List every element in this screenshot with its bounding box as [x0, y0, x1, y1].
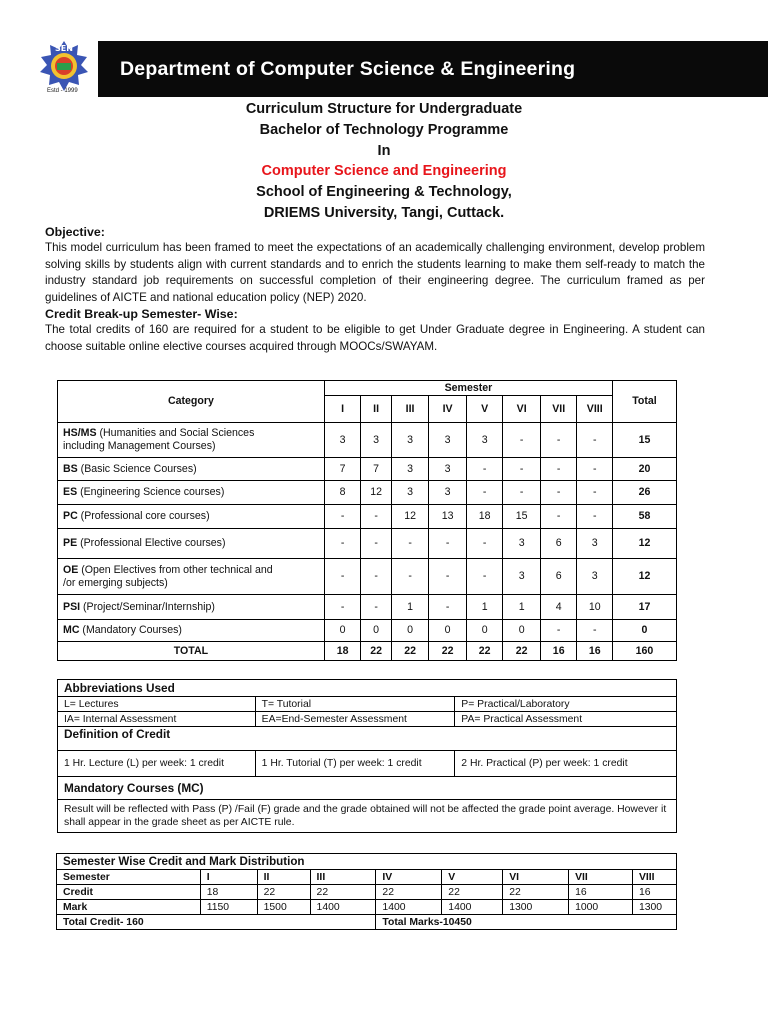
credit-value: - — [503, 458, 541, 481]
credit-value: 6 — [540, 529, 577, 559]
title-university: DRIEMS University, Tangi, Cuttack. — [263, 204, 505, 221]
category-row — [58, 620, 677, 642]
title-line-2: Bachelor of Technology Programme — [259, 121, 509, 138]
credit-mark-distribution-table — [56, 853, 677, 930]
credit-value: 7 — [324, 458, 361, 481]
abbreviations-table — [57, 679, 677, 833]
credit-def-tutorial: 1 Hr. Tutorial (T) per week: 1 credit — [255, 751, 455, 777]
credit-value: - — [429, 559, 467, 595]
credit-value: 3 — [429, 458, 467, 481]
credit-value: 3 — [391, 458, 429, 481]
credit-value: 0 — [361, 620, 391, 642]
semester-col-header: IV — [429, 396, 467, 423]
total-semester-value: 16 — [577, 642, 613, 661]
credit-value: - — [540, 505, 577, 529]
department-banner — [98, 41, 768, 97]
credit-value: 3 — [429, 423, 467, 458]
semester-cell: VIII — [632, 870, 676, 885]
title-school: School of Engineering & Technology, — [256, 184, 512, 201]
credit-value: 0 — [324, 620, 361, 642]
semester-cell: IV — [376, 870, 442, 885]
credit-value: 3 — [577, 529, 613, 559]
category-code: ES — [63, 486, 78, 498]
credit-cell: 22 — [310, 885, 376, 900]
logo-text: SEN — [55, 44, 73, 53]
credit-value: 10 — [577, 595, 613, 620]
mark-row-label: Mark — [57, 900, 201, 915]
semester-col-header: V — [466, 396, 503, 423]
category-description: (Engineering Science courses) — [77, 486, 225, 498]
credit-value: 3 — [503, 529, 541, 559]
credit-def-practical: 2 Hr. Practical (P) per week: 1 credit — [455, 751, 677, 777]
semester-cell: VII — [569, 870, 633, 885]
mark-cell: 1400 — [310, 900, 376, 915]
curriculum-title — [0, 99, 768, 224]
semester-col-header: VI — [503, 396, 541, 423]
grand-total: 160 — [612, 642, 676, 661]
mark-row — [57, 900, 677, 915]
semester-header: Semester — [324, 381, 612, 396]
category-code: BS — [63, 462, 78, 475]
total-semester-value: 22 — [503, 642, 541, 661]
credit-value: 1 — [466, 595, 503, 620]
credit-value: - — [466, 458, 503, 481]
credit-value: 3 — [361, 423, 391, 458]
credit-value: - — [540, 620, 577, 642]
abbr-practical: P= Practical/Laboratory — [455, 697, 677, 712]
credit-value: 3 — [429, 481, 467, 505]
credit-value: - — [466, 529, 503, 559]
category-header: Category — [58, 381, 325, 423]
category-total: 17 — [612, 595, 676, 620]
semester-col-header: VIII — [577, 396, 613, 423]
credit-value: 1 — [391, 595, 429, 620]
category-code: MC — [63, 624, 80, 636]
credit-cell: 22 — [442, 885, 503, 900]
semester-cell: I — [200, 870, 257, 885]
credit-value: 3 — [391, 423, 429, 458]
credit-value: 4 — [540, 595, 577, 620]
credit-value: 0 — [429, 620, 467, 642]
abbr-practical-assessment: PA= Practical Assessment — [455, 712, 677, 727]
semester-col-header: II — [361, 396, 391, 423]
credit-value: - — [503, 481, 541, 505]
credit-cell: 22 — [503, 885, 569, 900]
objective-heading: Objective: — [45, 225, 105, 239]
credit-value: - — [324, 595, 361, 620]
abbr-internal-assessment: IA= Internal Assessment — [58, 712, 256, 727]
semester-cell: III — [310, 870, 376, 885]
total-semester-value: 22 — [361, 642, 391, 661]
category-row — [58, 423, 677, 458]
category-description-cont: /or emerging subjects) — [63, 576, 168, 589]
credit-value: 3 — [324, 423, 361, 458]
category-total: 12 — [612, 529, 676, 559]
credit-value: 0 — [503, 620, 541, 642]
category-row — [58, 458, 677, 481]
category-description: (Humanities and Social Sciences — [96, 427, 255, 439]
category-cell — [58, 458, 325, 481]
university-logo — [33, 38, 95, 94]
title-program: Computer Science and Engineering — [261, 163, 507, 180]
category-cell — [58, 559, 325, 595]
credit-row-label: Credit — [57, 885, 201, 900]
credit-value: 3 — [503, 559, 541, 595]
category-row — [58, 529, 677, 559]
category-credit-table — [57, 380, 677, 661]
abbreviations-heading: Abbreviations Used — [58, 680, 677, 697]
credit-breakup-heading: Credit Break-up Semester- Wise: — [45, 307, 238, 322]
category-description-cont: including Management Courses) — [63, 440, 216, 452]
credit-value: 18 — [466, 505, 503, 529]
department-title: Department of Computer Science & Engineering — [120, 57, 576, 80]
credit-value: - — [361, 505, 391, 529]
category-code: OE — [63, 563, 79, 576]
category-row — [58, 481, 677, 505]
mandatory-courses-heading: Mandatory Courses (MC) — [58, 777, 677, 800]
distribution-heading: Semester Wise Credit and Mark Distribution — [57, 854, 677, 870]
category-code: PE — [63, 537, 78, 549]
credit-value: 0 — [466, 620, 503, 642]
mark-cell: 1300 — [503, 900, 569, 915]
total-semester-value: 22 — [391, 642, 429, 661]
credit-value: - — [324, 529, 361, 559]
total-semester-value: 22 — [429, 642, 467, 661]
credit-value: - — [577, 481, 613, 505]
credit-def-lecture: 1 Hr. Lecture (L) per week: 1 credit — [58, 751, 256, 777]
credit-value: - — [429, 595, 467, 620]
credit-value: - — [577, 505, 613, 529]
category-description: (Mandatory Courses) — [79, 624, 182, 636]
category-row — [58, 559, 677, 595]
credit-value: 13 — [429, 505, 467, 529]
abbr-tutorial: T= Tutorial — [255, 697, 455, 712]
category-description: (Basic Science Courses) — [77, 462, 197, 475]
mark-cell: 1500 — [257, 900, 310, 915]
category-code: PC — [63, 510, 78, 522]
credit-value: 1 — [503, 595, 541, 620]
category-total: 20 — [612, 458, 676, 481]
credit-value: 3 — [391, 481, 429, 505]
category-cell — [58, 529, 325, 559]
semester-row — [57, 870, 677, 885]
mark-cell: 1300 — [632, 900, 676, 915]
credit-value: - — [503, 423, 541, 458]
category-description: (Open Electives from other technical and — [78, 563, 273, 576]
mark-cell: 1400 — [376, 900, 442, 915]
semester-row-label: Semester — [57, 870, 201, 885]
credit-value: - — [391, 529, 429, 559]
credit-value: - — [577, 423, 613, 458]
semester-col-header: III — [391, 396, 429, 423]
credit-value: - — [540, 481, 577, 505]
credit-value: - — [391, 559, 429, 595]
total-marks: Total Marks-10450 — [376, 915, 677, 930]
category-total: 58 — [612, 505, 676, 529]
semester-col-header: VII — [540, 396, 577, 423]
credit-breakup-text: The total credits of 160 are required for a student to be eligible to get Under Graduate degree in Engineering. A student can choose suitable online elective courses acquired through MOOCs/SWAYAM. — [45, 323, 705, 353]
credit-value: 3 — [466, 423, 503, 458]
objective-text: This model curriculum has been framed to meet the expectations of an academically challenging environment, develop problem solving skills by students align with current standards and to enrich the students learning to make them self-ready to match the industry standard job requirements on successful completion of their engineering degree. The curriculum framed as per guidelines of AICTE and national education policy (NEP) 2020. — [45, 241, 705, 304]
credit-definition-heading: Definition of Credit — [58, 727, 677, 751]
credit-cell: 18 — [200, 885, 257, 900]
credit-value: - — [540, 423, 577, 458]
credit-value: - — [577, 620, 613, 642]
category-total: 12 — [612, 559, 676, 595]
credit-row — [57, 885, 677, 900]
credit-value: - — [540, 458, 577, 481]
category-description: (Professional core courses) — [77, 510, 210, 522]
total-semester-value: 22 — [466, 642, 503, 661]
logo-established: Estd - 1999 — [47, 88, 78, 94]
credit-cell: 22 — [257, 885, 310, 900]
credit-value: - — [361, 559, 391, 595]
category-row — [58, 505, 677, 529]
total-semester-value: 18 — [324, 642, 361, 661]
total-semester-value: 16 — [540, 642, 577, 661]
semester-col-header: I — [324, 396, 361, 423]
credit-value: 3 — [577, 559, 613, 595]
category-cell — [58, 481, 325, 505]
category-cell — [58, 423, 325, 458]
abbr-end-semester-assessment: EA=End-Semester Assessment — [255, 712, 455, 727]
category-cell — [58, 505, 325, 529]
credit-value: 12 — [391, 505, 429, 529]
credit-value: 12 — [361, 481, 391, 505]
total-credit: Total Credit- 160 — [57, 915, 376, 930]
credit-value: 0 — [391, 620, 429, 642]
credit-value: - — [324, 559, 361, 595]
credit-value: - — [361, 595, 391, 620]
mark-cell: 1150 — [200, 900, 257, 915]
credit-value: 6 — [540, 559, 577, 595]
credit-value: - — [324, 505, 361, 529]
credit-cell: 16 — [632, 885, 676, 900]
credit-cell: 22 — [376, 885, 442, 900]
category-description: (Professional Elective courses) — [77, 537, 226, 549]
category-code: HS/MS — [63, 427, 97, 439]
total-label: TOTAL — [58, 642, 325, 661]
objective-section — [45, 224, 705, 355]
category-total: 15 — [612, 423, 676, 458]
credit-value: - — [466, 481, 503, 505]
total-header: Total — [612, 381, 676, 423]
credit-cell: 16 — [569, 885, 633, 900]
credit-value: 15 — [503, 505, 541, 529]
credit-value: - — [429, 529, 467, 559]
mark-cell: 1000 — [569, 900, 633, 915]
category-total: 0 — [612, 620, 676, 642]
credit-value: 8 — [324, 481, 361, 505]
category-total: 26 — [612, 481, 676, 505]
mandatory-courses-text: Result will be reflected with Pass (P) /Fail (F) grade and the grade obtained will not be affected the grade point average. However it shall appear in the grade sheet as per AICTE rule. — [58, 800, 677, 833]
semester-cell: VI — [503, 870, 569, 885]
credit-value: - — [577, 458, 613, 481]
credit-value: - — [361, 529, 391, 559]
category-row — [58, 595, 677, 620]
category-cell — [58, 620, 325, 642]
credit-value: 7 — [361, 458, 391, 481]
semester-cell: II — [257, 870, 310, 885]
category-description: (Project/Seminar/Internship) — [80, 600, 215, 613]
mark-cell: 1400 — [442, 900, 503, 915]
credit-value: - — [466, 559, 503, 595]
category-cell — [58, 595, 325, 620]
title-line-3: In — [377, 142, 391, 159]
semester-cell: V — [442, 870, 503, 885]
category-code: PSI — [63, 600, 81, 613]
title-line-1: Curriculum Structure for Undergraduate — [245, 101, 523, 117]
abbr-lectures: L= Lectures — [58, 697, 256, 712]
total-row — [58, 642, 677, 661]
